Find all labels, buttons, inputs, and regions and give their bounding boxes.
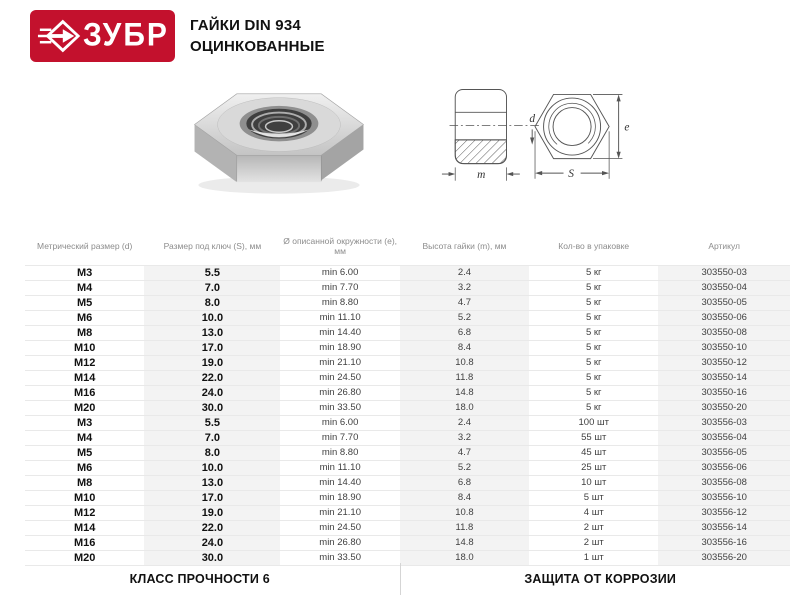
table-cell: 303556-03: [658, 416, 790, 431]
table-cell: 8.0: [144, 446, 280, 461]
table-cell: M3: [25, 266, 144, 281]
table-cell: 2 шт: [529, 521, 658, 536]
table-cell: 4 шт: [529, 506, 658, 521]
table-cell: min 21.10: [280, 506, 399, 521]
table-cell: 10.8: [400, 356, 529, 371]
table-row: [25, 356, 790, 371]
product-subtitle: ОЦИНКОВАННЫЕ: [190, 38, 325, 55]
table-cell: min 33.50: [280, 401, 399, 416]
table-cell: 5 кг: [529, 266, 658, 281]
table-cell: 25 шт: [529, 461, 658, 476]
table-cell: M12: [25, 356, 144, 371]
table-cell: 10.0: [144, 461, 280, 476]
table-cell: 303556-08: [658, 476, 790, 491]
table-cell: 10 шт: [529, 476, 658, 491]
table-cell: min 18.90: [280, 341, 399, 356]
table-cell: M14: [25, 371, 144, 386]
dimension-d-label: d: [529, 112, 536, 125]
table-row: [25, 506, 790, 521]
table-cell: min 24.50: [280, 521, 399, 536]
table-cell: 4.7: [400, 296, 529, 311]
table-cell: M12: [25, 506, 144, 521]
table-cell: min 24.50: [280, 371, 399, 386]
dimension-e-label: e: [624, 121, 630, 134]
specs-table: [25, 229, 790, 566]
table-cell: 18.0: [400, 551, 529, 566]
table-cell: 5 шт: [529, 491, 658, 506]
table-cell: 30.0: [144, 401, 280, 416]
table-row: [25, 266, 790, 281]
column-header-metric-size: Метрический размер (d): [25, 229, 144, 266]
table-cell: min 8.80: [280, 296, 399, 311]
table-cell: 303550-16: [658, 386, 790, 401]
table-cell: 5 кг: [529, 296, 658, 311]
table-row: [25, 536, 790, 551]
table-cell: 30.0: [144, 551, 280, 566]
table-cell: min 14.40: [280, 326, 399, 341]
zubr-logo: [30, 10, 175, 62]
table-cell: M16: [25, 536, 144, 551]
table-cell: 303550-03: [658, 266, 790, 281]
table-cell: min 7.70: [280, 431, 399, 446]
table-cell: 22.0: [144, 371, 280, 386]
table-cell: 303550-12: [658, 356, 790, 371]
specs-table-header: [25, 229, 790, 266]
zubr-arrow-icon: [37, 16, 81, 56]
table-cell: 303556-10: [658, 491, 790, 506]
table-row: [25, 431, 790, 446]
table-cell: 303550-04: [658, 281, 790, 296]
table-cell: M8: [25, 476, 144, 491]
hex-nut-photo: [183, 76, 375, 205]
table-cell: 5.5: [144, 266, 280, 281]
table-cell: 4.7: [400, 446, 529, 461]
table-cell: min 26.80: [280, 536, 399, 551]
table-cell: 5 кг: [529, 326, 658, 341]
table-cell: 14.8: [400, 536, 529, 551]
table-cell: 17.0: [144, 491, 280, 506]
table-row: [25, 476, 790, 491]
table-cell: M20: [25, 401, 144, 416]
table-cell: 45 шт: [529, 446, 658, 461]
table-cell: 303556-04: [658, 431, 790, 446]
table-cell: 2.4: [400, 416, 529, 431]
table-cell: 10.0: [144, 311, 280, 326]
table-cell: min 26.80: [280, 386, 399, 401]
table-cell: min 11.10: [280, 461, 399, 476]
table-cell: 5 кг: [529, 386, 658, 401]
table-cell: 2.4: [400, 266, 529, 281]
table-cell: 7.0: [144, 281, 280, 296]
table-cell: 5 кг: [529, 311, 658, 326]
table-cell: 303556-05: [658, 446, 790, 461]
column-header-nut-height: Высота гайки (m), мм: [400, 229, 529, 266]
table-row: [25, 521, 790, 536]
table-cell: 303550-10: [658, 341, 790, 356]
table-cell: 5.5: [144, 416, 280, 431]
table-cell: 7.0: [144, 431, 280, 446]
feature-strength-class: КЛАСС ПРОЧНОСТИ 6: [129, 572, 270, 586]
table-cell: 303550-06: [658, 311, 790, 326]
table-cell: 303556-12: [658, 506, 790, 521]
table-cell: 5.2: [400, 311, 529, 326]
table-cell: 303556-20: [658, 551, 790, 566]
table-cell: M4: [25, 431, 144, 446]
table-cell: 303550-05: [658, 296, 790, 311]
table-cell: min 18.90: [280, 491, 399, 506]
table-cell: M20: [25, 551, 144, 566]
page-title: [190, 15, 325, 57]
table-cell: 303550-08: [658, 326, 790, 341]
table-cell: min 33.50: [280, 551, 399, 566]
table-cell: 5 кг: [529, 356, 658, 371]
table-cell: M10: [25, 341, 144, 356]
nut-technical-drawing: [438, 80, 633, 199]
table-cell: 10.8: [400, 506, 529, 521]
table-cell: 11.8: [400, 521, 529, 536]
table-cell: 24.0: [144, 536, 280, 551]
table-cell: 2 шт: [529, 536, 658, 551]
table-cell: 22.0: [144, 521, 280, 536]
table-cell: M3: [25, 416, 144, 431]
table-cell: 6.8: [400, 476, 529, 491]
table-cell: 24.0: [144, 386, 280, 401]
table-cell: 11.8: [400, 371, 529, 386]
column-header-circumscribed-diameter: Ø описанной окружности (e), мм: [280, 229, 399, 266]
table-cell: M6: [25, 311, 144, 326]
table-cell: 303550-14: [658, 371, 790, 386]
table-cell: 8.4: [400, 491, 529, 506]
table-cell: 303556-14: [658, 521, 790, 536]
table-cell: 17.0: [144, 341, 280, 356]
table-row: [25, 296, 790, 311]
column-header-article: Артикул: [658, 229, 790, 266]
table-cell: 3.2: [400, 281, 529, 296]
column-header-package-qty: Кол-во в упаковке: [529, 229, 658, 266]
table-cell: min 6.00: [280, 266, 399, 281]
table-row: [25, 446, 790, 461]
table-cell: 8.4: [400, 341, 529, 356]
table-cell: min 21.10: [280, 356, 399, 371]
table-cell: M6: [25, 461, 144, 476]
table-cell: 303556-16: [658, 536, 790, 551]
table-cell: 5 кг: [529, 371, 658, 386]
product-title: ГАЙКИ DIN 934: [190, 17, 301, 34]
table-cell: 19.0: [144, 356, 280, 371]
table-cell: M5: [25, 296, 144, 311]
table-cell: min 11.10: [280, 311, 399, 326]
table-row: [25, 371, 790, 386]
table-cell: min 7.70: [280, 281, 399, 296]
table-cell: 55 шт: [529, 431, 658, 446]
table-row: [25, 311, 790, 326]
table-cell: 19.0: [144, 506, 280, 521]
table-row: [25, 281, 790, 296]
table-cell: 5 кг: [529, 401, 658, 416]
table-row: [25, 386, 790, 401]
table-cell: M10: [25, 491, 144, 506]
table-cell: min 8.80: [280, 446, 399, 461]
table-row: [25, 461, 790, 476]
table-cell: M5: [25, 446, 144, 461]
table-cell: 5 кг: [529, 281, 658, 296]
table-cell: 5 кг: [529, 341, 658, 356]
table-cell: 8.0: [144, 296, 280, 311]
table-cell: 13.0: [144, 476, 280, 491]
table-cell: M14: [25, 521, 144, 536]
table-cell: 6.8: [400, 326, 529, 341]
column-header-wrench-size: Размер под ключ (S), мм: [144, 229, 280, 266]
table-cell: 100 шт: [529, 416, 658, 431]
feature-corrosion-protection: ЗАЩИТА ОТ КОРРОЗИИ: [524, 572, 677, 586]
table-cell: M8: [25, 326, 144, 341]
feature-bar: [0, 562, 800, 596]
table-row: [25, 401, 790, 416]
table-row: [25, 491, 790, 506]
table-cell: min 14.40: [280, 476, 399, 491]
table-cell: min 6.00: [280, 416, 399, 431]
table-cell: 1 шт: [529, 551, 658, 566]
table-cell: M16: [25, 386, 144, 401]
specs-table-body: [25, 266, 790, 566]
table-cell: 5.2: [400, 461, 529, 476]
table-row: [25, 341, 790, 356]
brand-name: ЗУБР: [83, 17, 169, 54]
table-cell: 13.0: [144, 326, 280, 341]
table-cell: 303550-20: [658, 401, 790, 416]
table-cell: M4: [25, 281, 144, 296]
table-cell: 3.2: [400, 431, 529, 446]
dimension-m-label: m: [477, 168, 486, 181]
table-cell: 18.0: [400, 401, 529, 416]
table-row: [25, 326, 790, 341]
table-cell: 14.8: [400, 386, 529, 401]
dimension-s-label: S: [568, 167, 574, 180]
table-row: [25, 416, 790, 431]
table-cell: 303556-06: [658, 461, 790, 476]
